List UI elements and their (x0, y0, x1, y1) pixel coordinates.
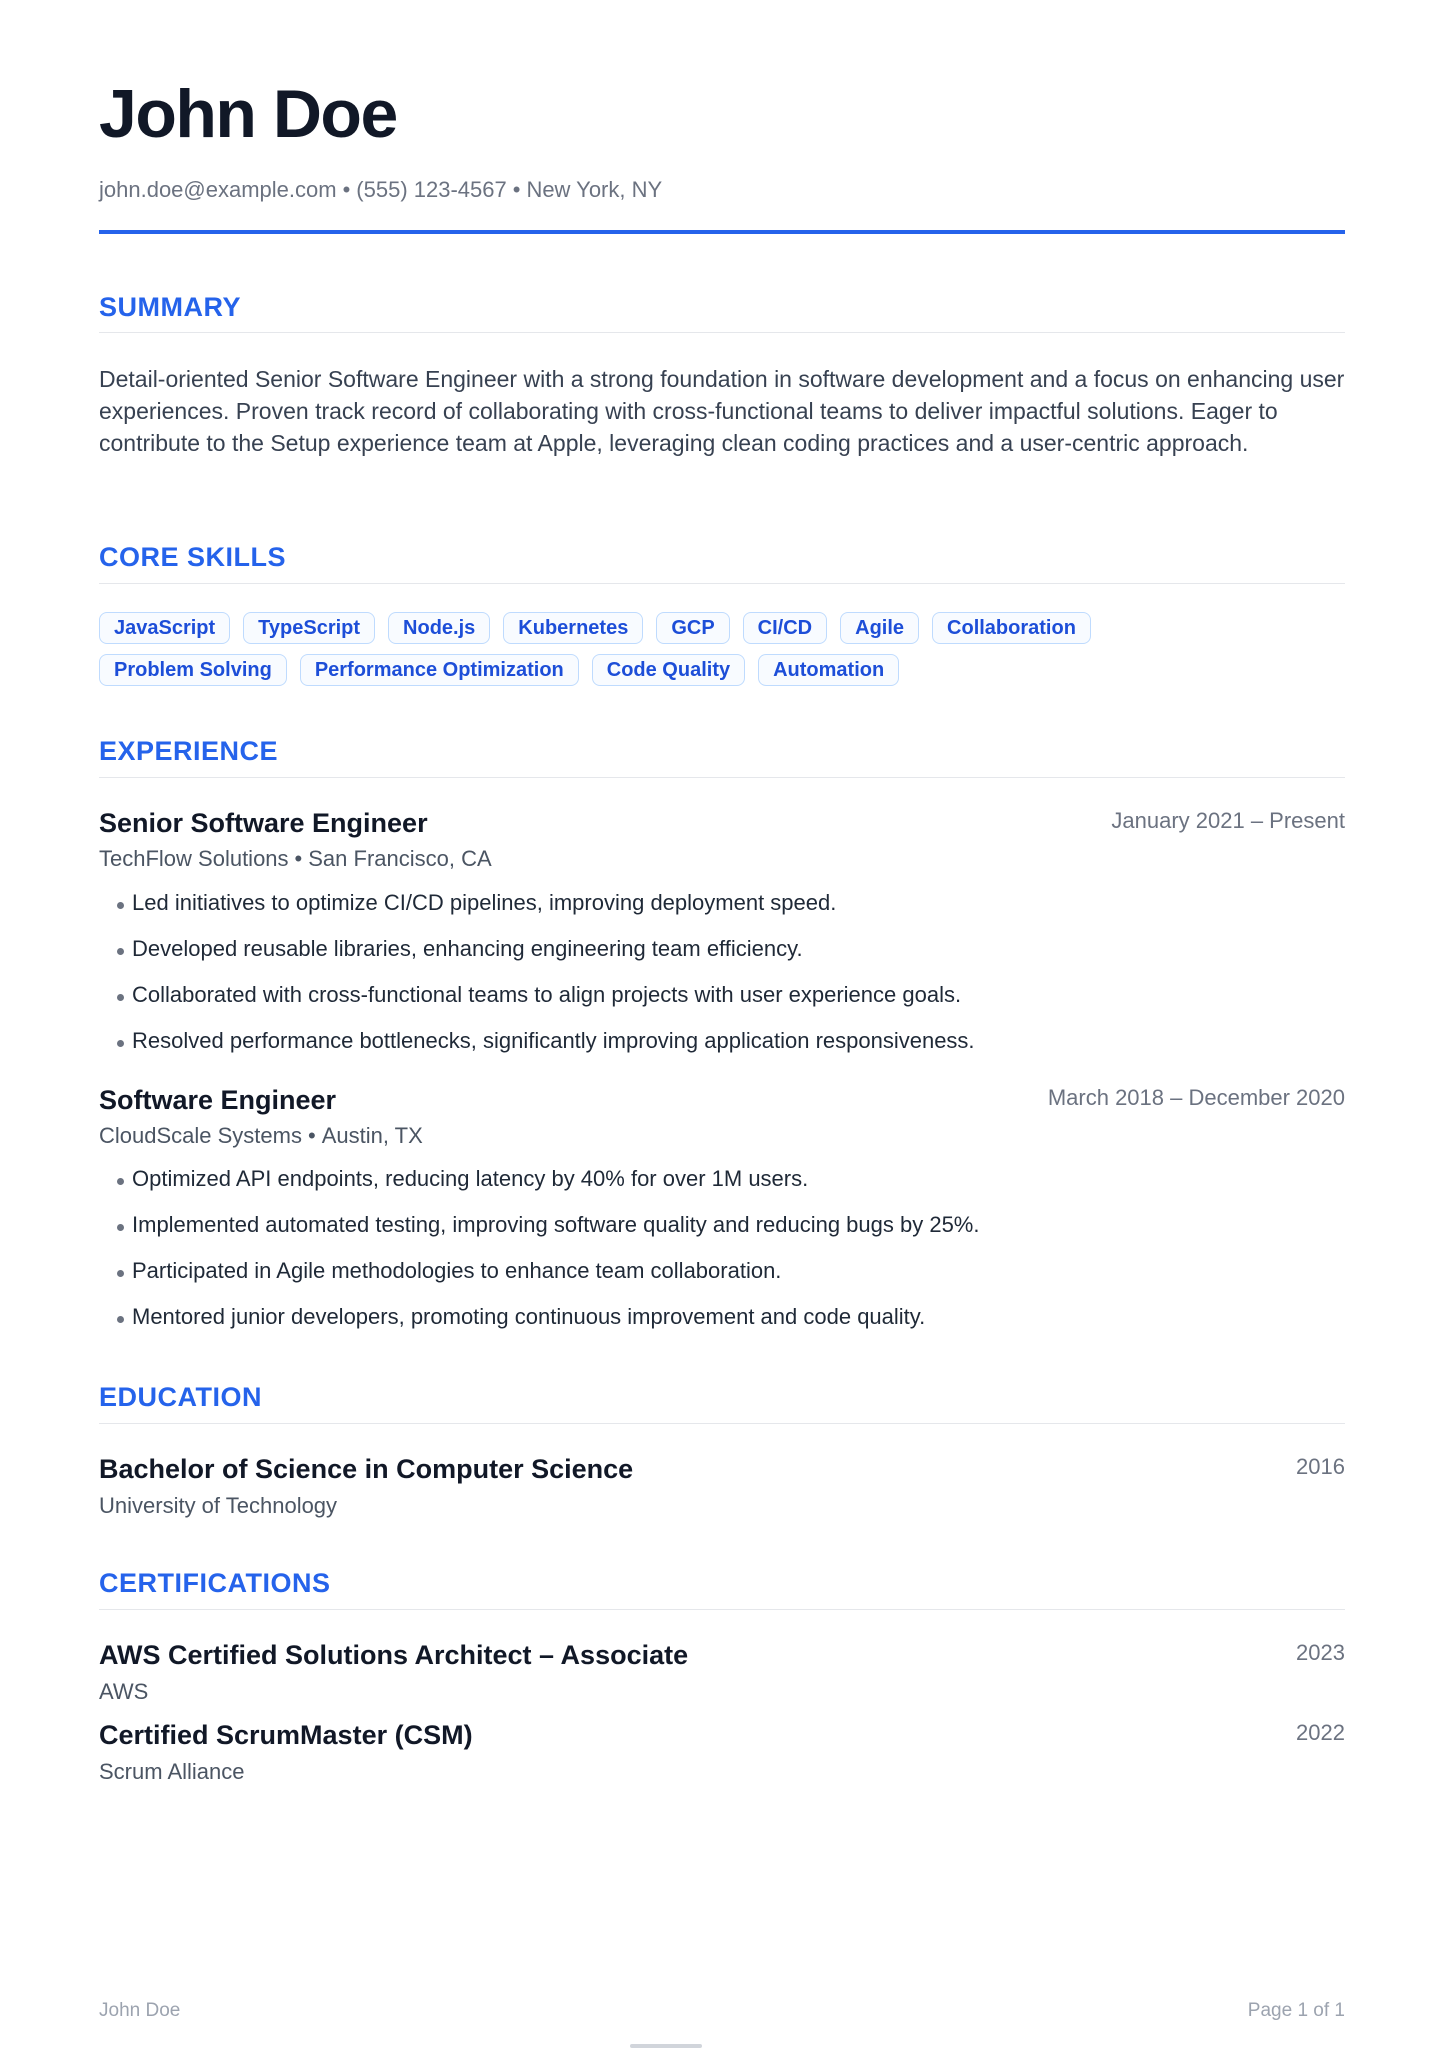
skill-chip: Performance Optimization (300, 654, 579, 686)
degree-title: Bachelor of Science in Computer Science (99, 1454, 634, 1484)
bullet-item: Collaborated with cross-functional teams to align projects with user experience goals. (117, 983, 1337, 1029)
job-title: Software Engineer (99, 1085, 337, 1115)
section-divider (99, 1609, 1345, 1610)
section-divider (99, 1423, 1345, 1424)
skill-chip: Collaboration (932, 612, 1091, 644)
scroll-indicator[interactable] (630, 2044, 702, 2048)
resume-page (99, 0, 1345, 2048)
separator: • (294, 846, 303, 871)
skill-chip: Code Quality (592, 654, 745, 686)
bullet-item: Mentored junior developers, promoting continuous improvement and code quality. (117, 1305, 1337, 1351)
skill-chip: Kubernetes (503, 612, 643, 644)
header-divider (99, 230, 1345, 234)
separator: • (342, 177, 351, 202)
skill-chip: GCP (656, 612, 729, 644)
bullet-item: Optimized API endpoints, reducing latency by 40% for over 1M users. (117, 1167, 1337, 1213)
bullet-item: Implemented automated testing, improving software quality and reducing bugs by 25%. (117, 1213, 1337, 1259)
skill-chip: Agile (840, 612, 919, 644)
certification-year: 2022 (1296, 1720, 1345, 1745)
candidate-name: John Doe (99, 76, 397, 152)
job-company-line (99, 848, 492, 870)
separator: • (307, 1123, 316, 1148)
page-number: Page 1 of 1 (1247, 2000, 1345, 2021)
skill-chip: TypeScript (243, 612, 375, 644)
bullet-item: Led initiatives to optimize CI/CD pipelines, improving deployment speed. (117, 891, 1337, 937)
school-name: University of Technology (99, 1493, 338, 1518)
job-bullets (117, 1167, 1337, 1351)
company-name: TechFlow Solutions (99, 846, 289, 871)
skills-row (99, 654, 1345, 686)
section-title-education: EDUCATION (99, 1382, 262, 1412)
section-title-summary: SUMMARY (99, 292, 241, 322)
summary-text: Detail-oriented Senior Software Engineer with a strong foundation in software development and a focus on enhancing user experiences. Proven track record of collaborating with cross-functional teams to deliver impactful solutions. Eager to contribute to the Setup experience team at Apple, leveraging clean coding practices and a user-centric approach. (99, 366, 1345, 456)
company-name: CloudScale Systems (99, 1123, 302, 1148)
skills-row (99, 612, 1345, 644)
email-link[interactable]: john.doe@example.com (99, 177, 337, 202)
separator: • (512, 177, 521, 202)
location: New York, NY (526, 177, 663, 202)
skill-chip: JavaScript (99, 612, 230, 644)
skill-chip: Problem Solving (99, 654, 287, 686)
job-bullets (117, 891, 1337, 1075)
contact-line (99, 177, 662, 203)
bullet-item: Developed reusable libraries, enhancing engineering team efficiency. (117, 937, 1337, 983)
job-location: San Francisco, CA (308, 846, 492, 871)
skill-chip: CI/CD (743, 612, 827, 644)
certification-issuer: AWS (99, 1679, 149, 1704)
certification-year: 2023 (1296, 1640, 1345, 1665)
certification-name: Certified ScrumMaster (CSM) (99, 1720, 473, 1750)
graduation-year: 2016 (1296, 1454, 1345, 1479)
section-title-certifications: CERTIFICATIONS (99, 1568, 331, 1598)
section-divider (99, 332, 1345, 333)
job-location: Austin, TX (321, 1123, 423, 1148)
bullet-item: Participated in Agile methodologies to enhance team collaboration. (117, 1259, 1337, 1305)
job-dates: March 2018 – December 2020 (1047, 1085, 1345, 1110)
section-divider (99, 777, 1345, 778)
certification-issuer: Scrum Alliance (99, 1759, 245, 1784)
skill-chip: Automation (758, 654, 899, 686)
section-title-experience: EXPERIENCE (99, 736, 279, 766)
bullet-item: Resolved performance bottlenecks, significantly improving application responsiveness. (117, 1029, 1337, 1075)
footer-name: John Doe (99, 2000, 181, 2021)
job-dates: January 2021 – Present (1111, 808, 1345, 833)
job-company-line (99, 1125, 423, 1147)
phone-number: (555) 123-4567 (356, 177, 507, 202)
job-title: Senior Software Engineer (99, 808, 428, 838)
certification-name: AWS Certified Solutions Architect – Associate (99, 1640, 689, 1670)
skill-chip: Node.js (388, 612, 490, 644)
skills-list (99, 612, 1345, 696)
section-title-skills: CORE SKILLS (99, 542, 287, 572)
section-divider (99, 583, 1345, 584)
